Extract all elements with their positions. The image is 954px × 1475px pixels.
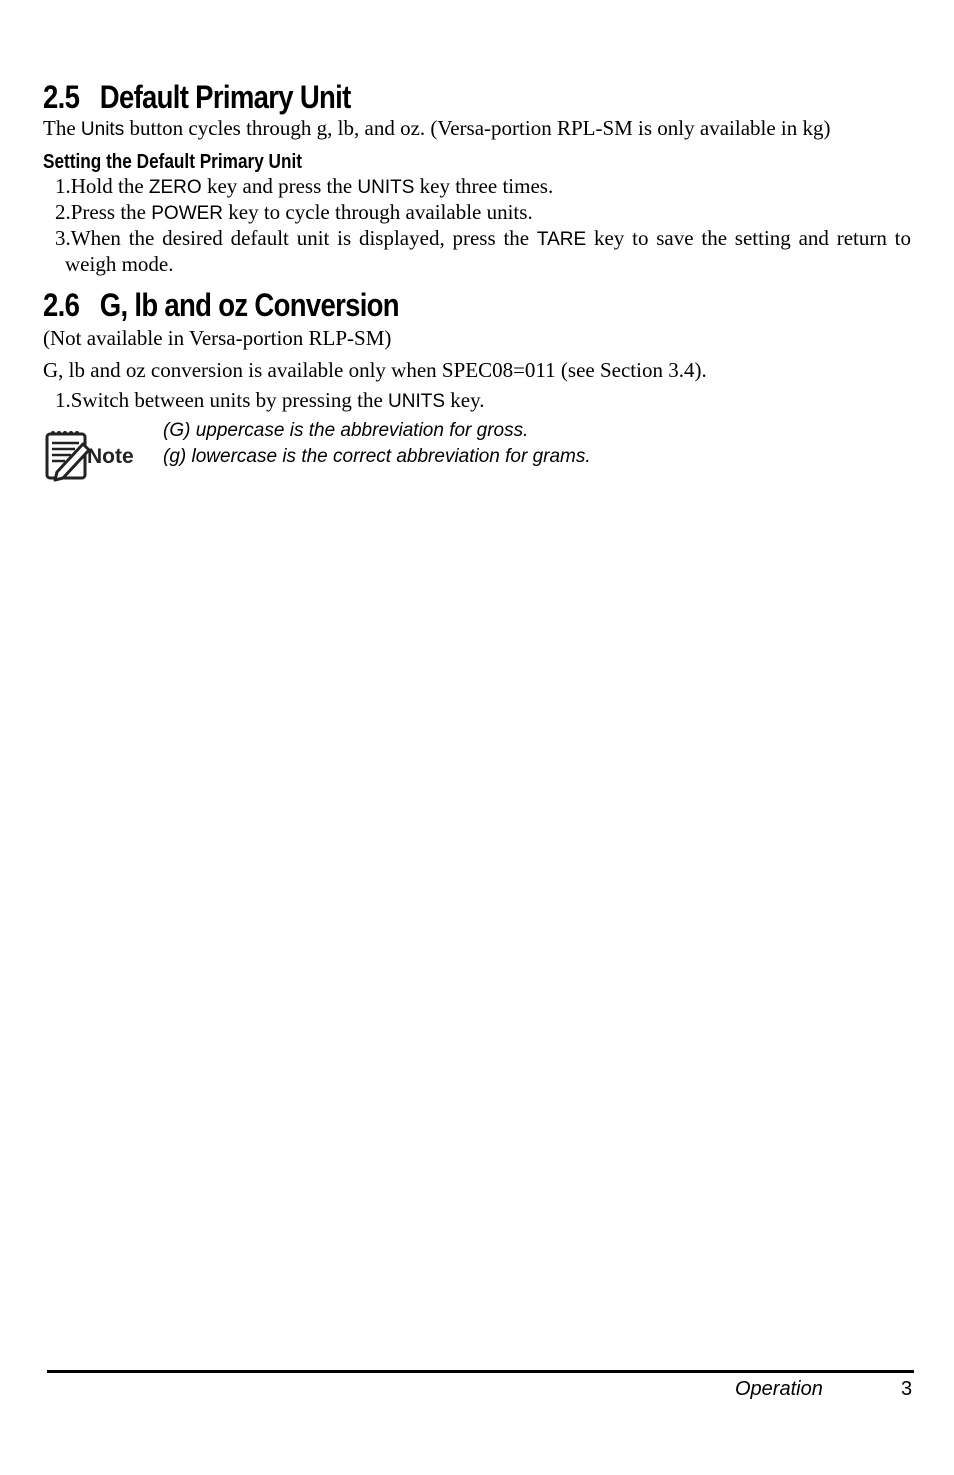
note-badge: [43, 426, 163, 487]
section-number: 2.5: [43, 79, 80, 115]
step-number: 2.: [55, 200, 71, 224]
step-text: key and press the: [201, 174, 358, 198]
page-number: 3: [901, 1378, 913, 1400]
intro-text-cont: button cycles through g, lb, and oz. (Versa-portion RPL-SM is only available in kg): [124, 116, 831, 140]
step-text: Press the: [70, 200, 152, 224]
zero-key-label: ZERO: [148, 177, 202, 198]
list-item: [43, 388, 911, 414]
note-line: (G) uppercase is the abbreviation for gross.: [163, 420, 529, 441]
availability-note: (Not available in Versa-portion RLP-SM): [43, 326, 392, 350]
step-text: When the desired default unit is displayed, press the: [70, 226, 537, 250]
units-intro-paragraph: [43, 116, 911, 142]
intro-text: The: [43, 116, 81, 140]
steps-list: [43, 388, 911, 414]
power-key-label: POWER: [151, 203, 224, 224]
note-line: (g) lowercase is the correct abbreviation for grams.: [163, 446, 591, 467]
section-number: 2.6: [43, 287, 80, 323]
note-box: [43, 418, 911, 487]
note-text: [163, 418, 591, 470]
step-text: Switch between units by pressing the: [70, 388, 389, 412]
step-number: 1.: [55, 388, 71, 412]
units-key-label: Units: [80, 119, 125, 140]
step-number: 3.: [55, 226, 71, 250]
section-title: G, lb and oz Conversion: [99, 287, 399, 323]
units-key-label: UNITS: [388, 391, 446, 412]
document-page: [43, 78, 911, 487]
note-label: Note: [87, 444, 134, 468]
footer-rule: [47, 1370, 914, 1373]
list-item: [43, 200, 911, 226]
step-text: key to cycle through available units.: [223, 200, 533, 224]
list-item: [43, 174, 911, 200]
step-text: key three times.: [414, 174, 554, 198]
conversion-paragraph: G, lb and oz conversion is available only when SPEC08=011 (see Section 3.4).: [43, 358, 707, 382]
step-text: key to save the setting and return to weigh mode.: [65, 226, 912, 276]
step-number: 1.: [55, 174, 71, 198]
step-text: Hold the: [70, 174, 149, 198]
section-title: Default Primary Unit: [99, 79, 351, 115]
notepad-pencil-icon: [43, 426, 91, 487]
units-key-label: UNITS: [357, 177, 415, 198]
subheading: Setting the Default Primary Unit: [43, 151, 302, 173]
section-heading-2-6: [43, 286, 789, 324]
steps-list: [43, 174, 911, 276]
tare-key-label: TARE: [536, 229, 587, 250]
section-heading-2-5: [43, 78, 789, 116]
footer-section-name: Operation: [735, 1378, 823, 1400]
list-item: [43, 226, 911, 276]
step-text: key.: [445, 388, 485, 412]
